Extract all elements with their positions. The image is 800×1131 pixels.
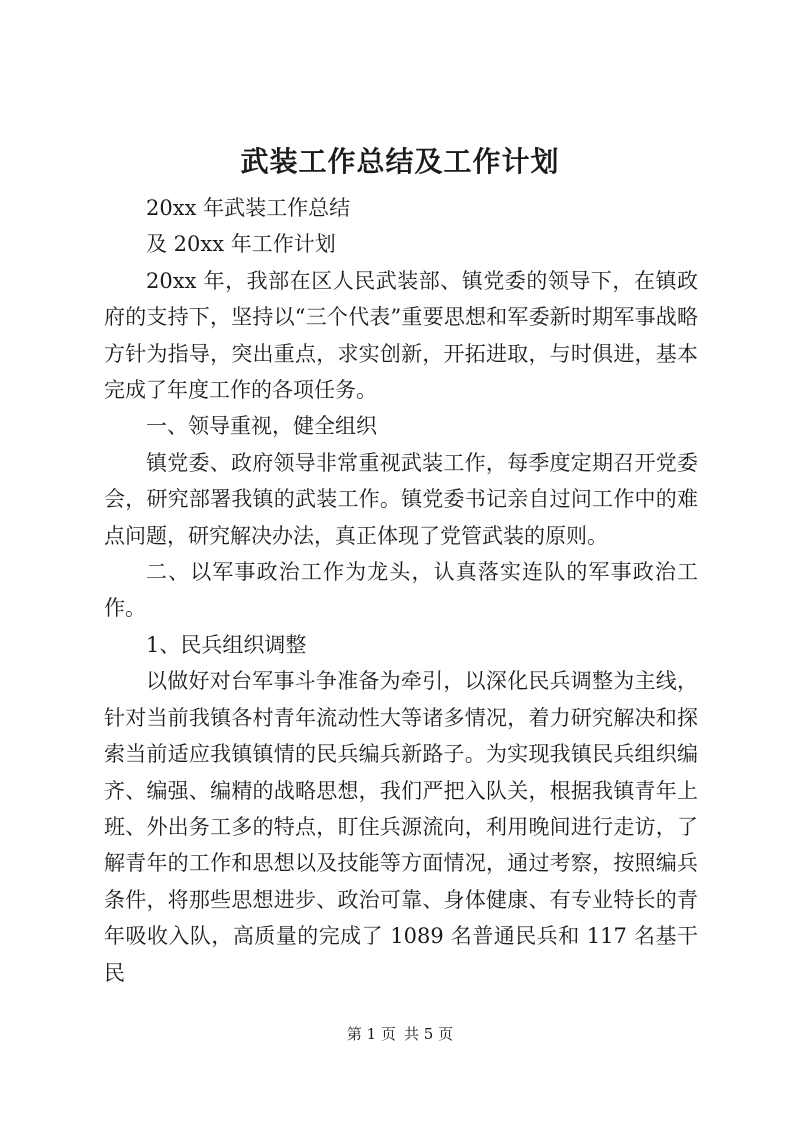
subtitle-line-2: 及 20xx 年工作计划: [146, 232, 336, 257]
subsection-heading-1: 1、民兵组织调整: [146, 632, 307, 657]
page-footer: [0, 1022, 800, 1046]
subtitle-line-1: 20xx 年武装工作总结: [146, 196, 351, 220]
page-number: 第 1 页: [346, 1025, 396, 1043]
section-heading-2: 二、以军事政治工作为龙头，认真落实连队的军事政治工作。: [104, 560, 698, 621]
document-title: 武装工作总结及工作计划: [240, 145, 560, 178]
document-body: [104, 190, 698, 991]
subsection-1-paragraph: 以做好对台军事斗争准备为牵引，以深化民兵调整为主线，针对当前我镇各村青年流动性大等诸多情况，着力研究解决和探索当前适应我镇镇情的民兵编兵新路子。为实现我镇民兵组织编齐、编强、编精的战略思想，我们严把入队关，根据我镇青年上班、外出务工多的特点，盯住兵源流向，利用晚间进行走访，了解青年的工作和思想以及技能等方面情况，通过考察，按照编兵条件，将那些思想进步、政治可靠、身体健康、有专业特长的青年吸收入队，高质量的完成了 1089 名普通民兵和 117 名基干民: [104, 669, 698, 985]
section-heading-1: 一、领导重视，健全组织: [146, 414, 377, 439]
section-1-paragraph: 镇党委、政府领导非常重视武装工作，每季度定期召开党委会，研究部署我镇的武装工作。镇党委书记亲自过问工作中的难点问题，研究解决办法，真正体现了党管武装的原则。: [104, 450, 698, 548]
page-total: 共 5 页: [404, 1025, 454, 1043]
intro-paragraph: 20xx 年，我部在区人民武装部、镇党委的领导下，在镇政府的支持下，坚持以“三个代表”重要思想和军委新时期军事战略方针为指导，突出重点，求实创新，开拓进取，与时俱进，基本完成了年度工作的各项任务。: [104, 268, 698, 403]
